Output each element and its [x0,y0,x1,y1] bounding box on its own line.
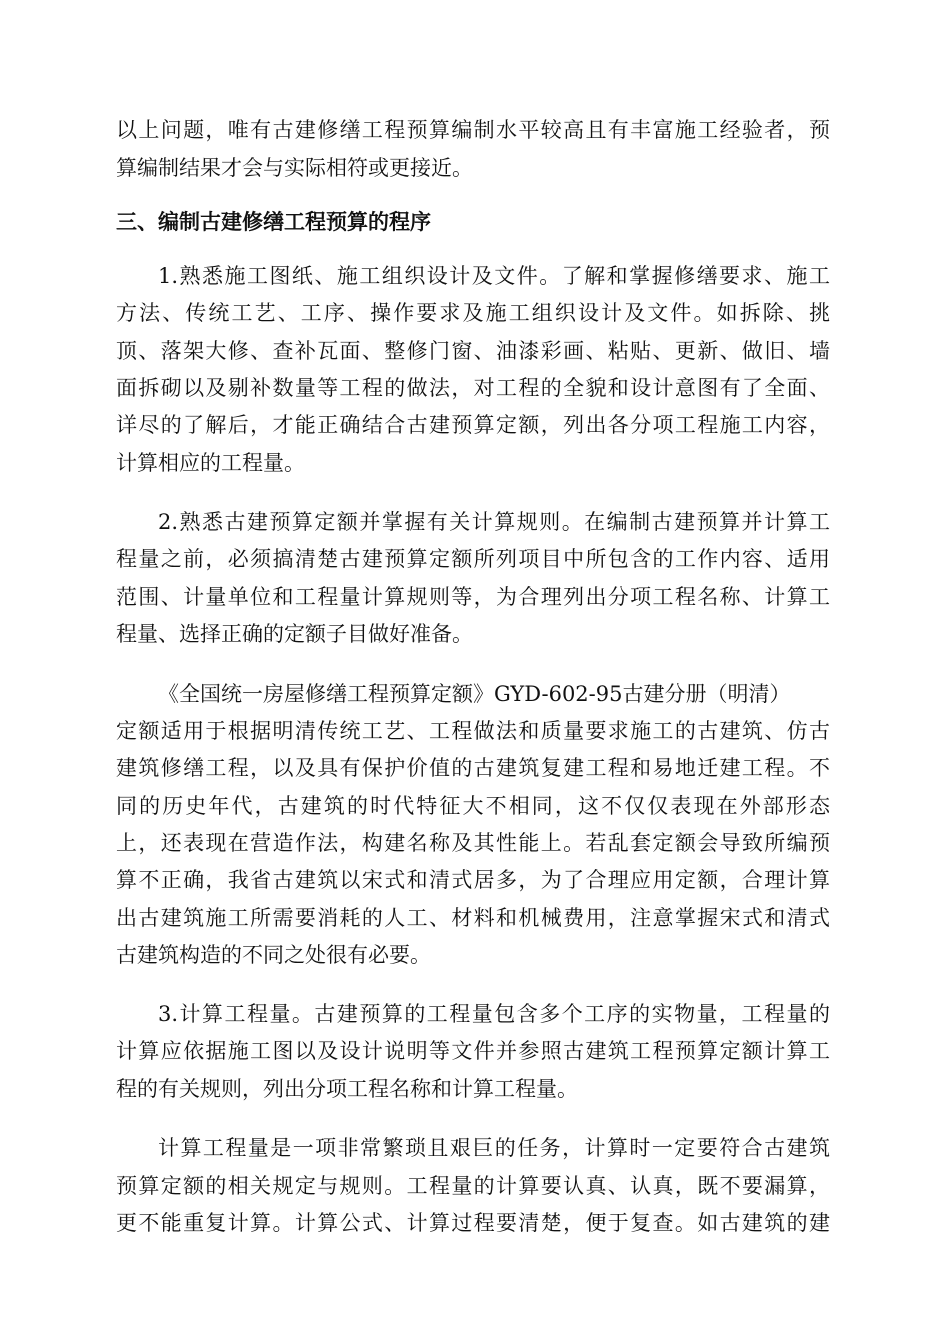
intro-line: 以上问题，唯有古建修缮工程预算编制水平较高且有丰富施工经验者，预 [116,118,830,142]
paragraph-line: 预算定额的相关规定与规则。工程量的计算要认真、认真，既不要漏算， [116,1174,830,1198]
paragraph-line: 建筑修缮工程，以及具有保护价值的古建筑复建工程和易地迁建工程。不 [116,756,830,780]
paragraph-line: 方法、传统工艺、工序、操作要求及施工组织设计及文件。如拆除、挑 [116,301,830,325]
paragraph-line: 1.熟悉施工图纸、施工组织设计及文件。了解和掌握修缮要求、施工 [158,264,830,288]
paragraph-line: 3.计算工程量。古建预算的工程量包含多个工序的实物量，工程量的 [158,1002,830,1026]
paragraph-line: 计算应依据施工图以及设计说明等文件并参照古建筑工程预算定额计算工 [116,1039,830,1063]
paragraph-line: 《全国统一房屋修缮工程预算定额》GYD-602-95古建分册（明清） [158,682,791,706]
paragraph-line: 范围、计量单位和工程量计算规则等，为合理列出分项工程名称、计算工 [116,585,830,609]
paragraph-line: 同的历史年代，古建筑的时代特征大不相同，这不仅仅表现在外部形态 [116,794,830,818]
paragraph-line: 顶、落架大修、查补瓦面、整修门窗、油漆彩画、粘贴、更新、做旧、墙 [116,339,830,363]
paragraph-line: 程的有关规则，列出分项工程名称和计算工程量。 [116,1077,578,1101]
paragraph-line: 定额适用于根据明清传统工艺、工程做法和质量要求施工的古建筑、仿古 [116,719,830,743]
paragraph-line: 算不正确，我省古建筑以宋式和清式居多，为了合理应用定额，合理计算 [116,868,830,892]
paragraph-line: 出古建筑施工所需要消耗的人工、材料和机械费用，注意掌握宋式和清式 [116,906,830,930]
paragraph-line: 古建筑构造的不同之处很有必要。 [116,943,431,967]
paragraph-line: 上，还表现在营造作法，构建名称及其性能上。若乱套定额会导致所编预 [116,831,830,855]
paragraph-line: 详尽的了解后，才能正确结合古建预算定额，列出各分项工程施工内容， [116,413,830,437]
paragraph-line: 2.熟悉古建预算定额并掌握有关计算规则。在编制古建预算并计算工 [158,510,830,534]
section-heading: 三、编制古建修缮工程预算的程序 [116,210,431,234]
paragraph-line: 更不能重复计算。计算公式、计算过程要清楚，便于复查。如古建筑的建 [116,1211,830,1235]
paragraph-line: 程量之前，必须搞清楚古建预算定额所列项目中所包含的工作内容、适用 [116,547,830,571]
paragraph-line: 计算工程量是一项非常繁琐且艰巨的任务，计算时一定要符合古建筑 [158,1136,830,1160]
paragraph-line: 面拆砌以及剔补数量等工程的做法，对工程的全貌和设计意图有了全面、 [116,376,830,400]
intro-line: 算编制结果才会与实际相符或更接近。 [116,156,473,180]
paragraph-line: 程量、选择正确的定额子目做好准备。 [116,622,473,646]
paragraph-line: 计算相应的工程量。 [116,451,305,475]
